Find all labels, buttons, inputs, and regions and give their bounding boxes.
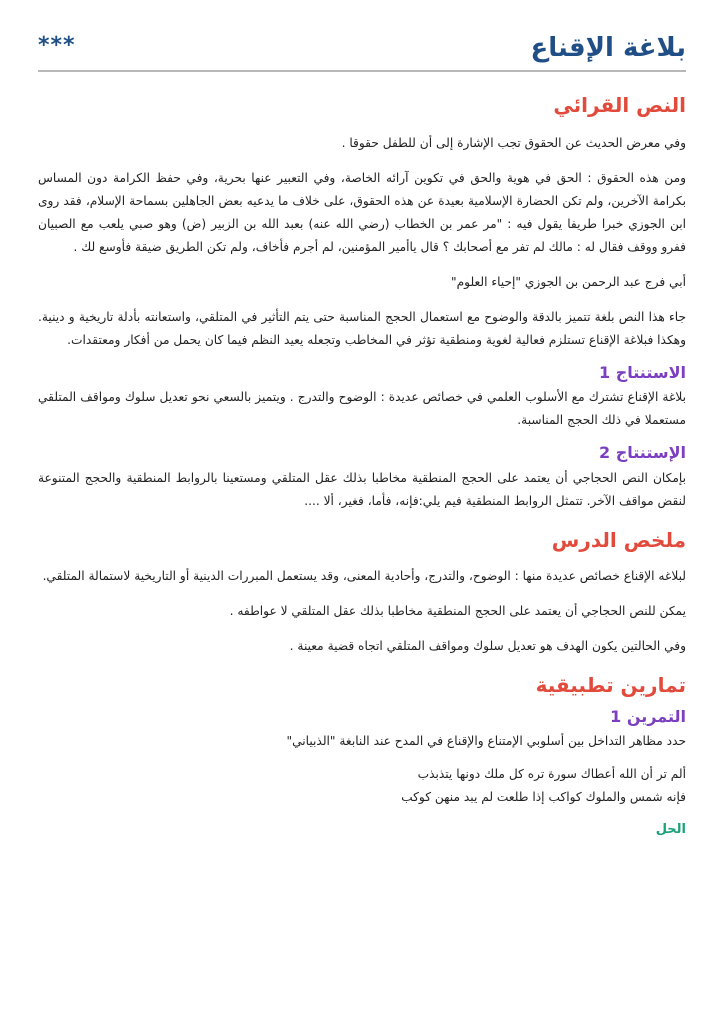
section-title-exercises: تمارين تطبيقية: [535, 672, 686, 697]
summary-paragraph-3: وفي الحالتين يكون الهدف هو تعديل سلوك ومواقف المتلقي اتجاه قضية معينة .: [289, 638, 686, 653]
section-title-lesson-summary: ملخص الدرس: [551, 527, 686, 552]
exercise-1-title: التمرين 1: [610, 706, 686, 726]
reading-source-citation: أبي فرج عبد الرحمن بن الجوزي "إحياء العلوم": [451, 275, 686, 289]
section-title-reading-text: النص القرائي: [553, 93, 686, 117]
reading-paragraph-1: وفي معرض الحديث عن الحقوق تجب الإشارة إلى أن للطفل حقوقا .: [341, 136, 686, 150]
solution-label: الحل: [655, 822, 686, 838]
conclusion-2-title: الإستنتاج 2: [599, 443, 686, 463]
reading-paragraph-analysis: جاء هذا النص بلغة تتميز بالدقة والوضوح مع استعمال الحجج المناسبة حتى يتم التأثير في المتلقي، واستعانته بأدلة تاريخية و دينية. وهكذا فبلاغة الإقناع تستلزم فعالية لغوية ومنطقية تؤثر في المخاطب وتجعله يعيد النظم فيما كان يحمل من أفكار ومعتقدات.: [38, 310, 686, 347]
conclusion-2-paragraph: بإمكان النص الحجاجي أن يعتمد على الحجج المنطقية مخاطبا بذلك عقل المتلقي ومستعينا بالروابط المنطقية والحجج المتنوعة لنقض مواقف الآخر. تتمثل الروابط المنطقية فيم يلي:فإنه، فأما، فغير، ألا ....: [38, 470, 686, 508]
header-decoration: ***: [38, 33, 76, 58]
verse-line-1: ألم تر أن الله أعطاك سورة تره كل ملك دونها يتذبذب: [417, 767, 686, 782]
verse-line-2: فإنه شمس والملوك كواكب إذا طلعت لم يبد منهن كوكب: [401, 790, 686, 805]
summary-paragraph-1: لبلاغه الإقناع خصائص عديدة منها : الوضوح، والتدرج، وأحادية المعنى، وقد يستعمل المبررات الدينية أو التاريخية لاستمالة المتلقي.: [42, 568, 686, 583]
exercise-1-verse: [38, 763, 686, 809]
reading-paragraph-2: ومن هذه الحقوق : الحق في هوية والحق في تكوين آرائه الخاصة، وفي التعبير عنها بحرية، وفي حفظ الكرامة دون المساس بكرامة الآخرين، ولم تكن الحضارة الإسلامية بعيدة عن هذه الحقوق، على خلاف ما يدعيه بعض الجاهلين بسماحة الإسلام، فقد روى ابن الجوزي خبرا طريفا يقول فيه : "مر عمر بن الخطاب (رضي الله عنه) بعبد الله بن الزبير (ض) وهو صبي يلعب مع الصبيان ففرو ووقف فقال له : مالك لم تفر مع أصحابك ؟ قال ياأمير المؤمنين، لم أجرم فأخاف، ولم تكن الطريق ضيقة فأوسع لك .: [38, 171, 686, 254]
page-title: بلاغة الإقناع: [530, 32, 686, 63]
summary-paragraph-2: يمكن للنص الحجاجي أن يعتمد على الحجج المنطقية مخاطبا بذلك عقل المتلقي لا عواطفه .: [229, 603, 686, 618]
conclusion-1-paragraph: بلاغة الإقناع تشترك مع الأسلوب العلمي في خصائص عديدة : الوضوح والتدرج . ويتميز بالسعي نحو تعديل سلوك ومواقف المتلقي مستعملا في ذلك الحجج المناسبة.: [38, 390, 686, 428]
page-header: [38, 0, 686, 72]
conclusion-1-title: الاستنتاج 1: [599, 363, 686, 382]
exercise-1-prompt: حدد مظاهر التداخل بين أسلوبي الإمتناع والإقناع في المدح عند النابغة "الذبياني": [286, 734, 686, 749]
